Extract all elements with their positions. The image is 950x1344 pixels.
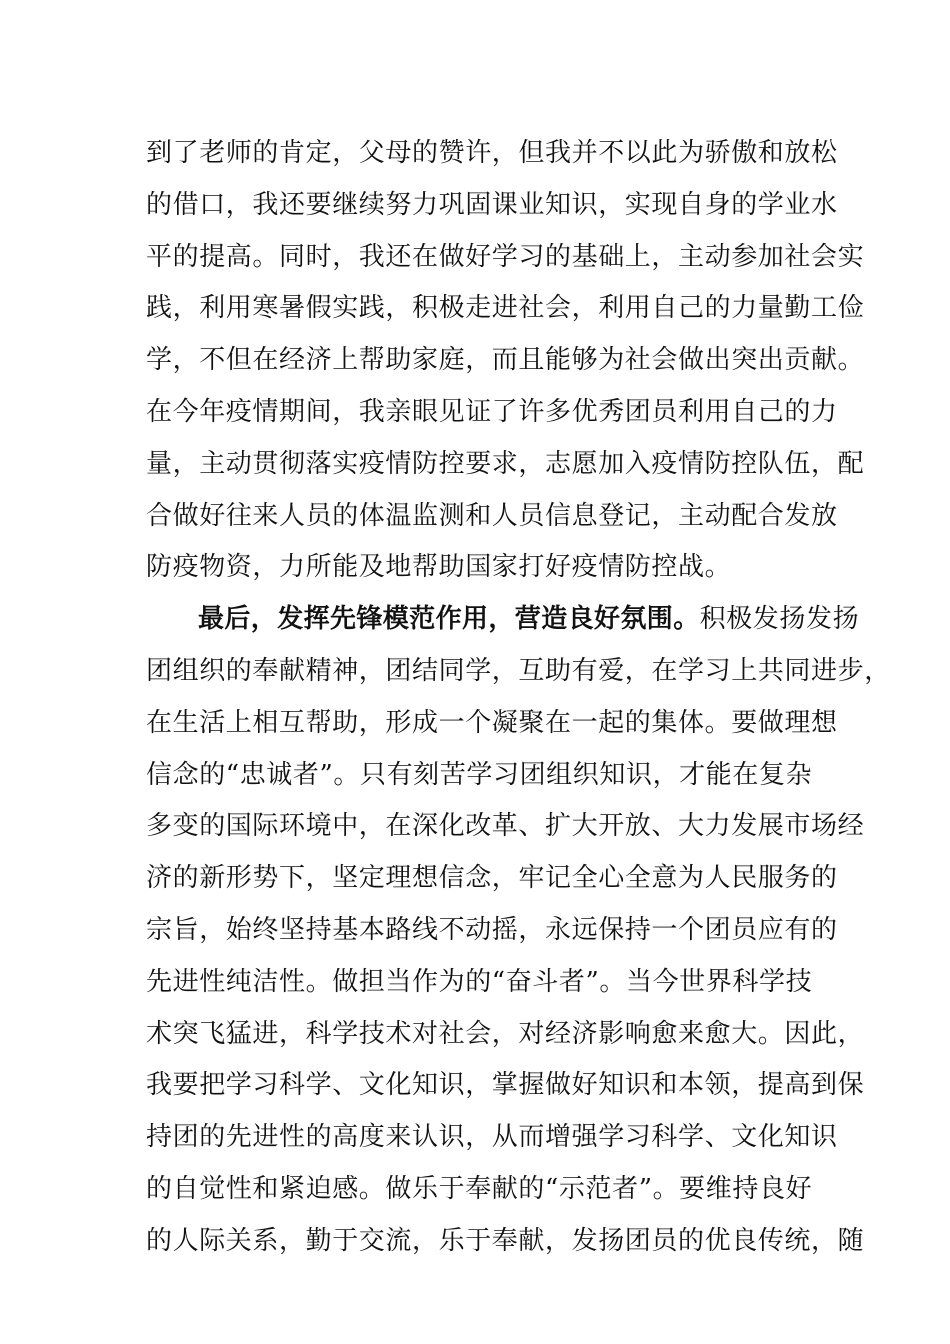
- text-line: 先进性纯洁性。做担当作为的“奋斗者”。当今世界科学技: [146, 966, 813, 997]
- text-line: 践，利用寒暑假实践，积极走进社会，利用自己的力量勤工俭: [146, 293, 865, 324]
- text-line: 宗旨，始终坚持基本路线不动摇，永远保持一个团员应有的: [146, 914, 838, 945]
- text-line: 在生活上相互帮助，形成一个凝聚在一起的集体。要做理想: [146, 707, 838, 738]
- text-line: 团组织的奉献精神，团结同学，互助有爱，在学习上共同进步，: [146, 655, 891, 686]
- text-line: 量，主动贯彻落实疫情防控要求，志愿加入疫情防控队伍，配: [146, 448, 865, 479]
- text-line: 的人际关系，勤于交流，乐于奉献，发扬团员的优良传统，随: [146, 1225, 865, 1256]
- paragraph-first-line: [146, 594, 860, 646]
- text-line: 合做好往来人员的体温监测和人员信息登记，主动配合发放: [146, 500, 838, 531]
- text-line: 学，不但在经济上帮助家庭，而且能够为社会做出突出贡献。: [146, 345, 865, 376]
- text-line: 多变的国际环境中，在深化改革、扩大开放、大力发展市场经: [146, 811, 865, 842]
- text-line: 我要把学习科学、文化知识，掌握做好知识和本领，提高到保: [146, 1070, 865, 1101]
- text-line: 术突飞猛进，科学技术对社会，对经济影响愈来愈大。因此，: [146, 1018, 865, 1049]
- paragraph-text: 积极发扬发扬: [699, 604, 860, 635]
- text-line: 持团的先进性的高度来认识，从而增强学习科学、文化知识: [146, 1122, 838, 1153]
- section-heading: 最后，发挥先锋模范作用，营造良好氛围。: [198, 604, 700, 635]
- text-line: 平的提高。同时，我还在做好学习的基础上，主动参加社会实: [146, 241, 865, 272]
- text-line: 信念的“忠诚者”。只有刻苦学习团组织知识，才能在复杂: [146, 759, 813, 790]
- text-line: 在今年疫情期间，我亲眼见证了许多优秀团员利用自己的力: [146, 396, 838, 427]
- text-line: 的自觉性和紧迫感。做乐于奉献的“示范者”。要维持良好: [146, 1173, 813, 1204]
- text-line: 的借口，我还要继续努力巩固课业知识，实现自身的学业水: [146, 189, 838, 220]
- text-line: 济的新形势下，坚定理想信念，牢记全心全意为人民服务的: [146, 863, 838, 894]
- text-line: 防疫物资，力所能及地帮助国家打好疫情防控战。: [146, 552, 732, 583]
- document-page: [146, 128, 891, 1268]
- text-line: 到了老师的肯定，父母的赞许，但我并不以此为骄傲和放松: [146, 138, 838, 168]
